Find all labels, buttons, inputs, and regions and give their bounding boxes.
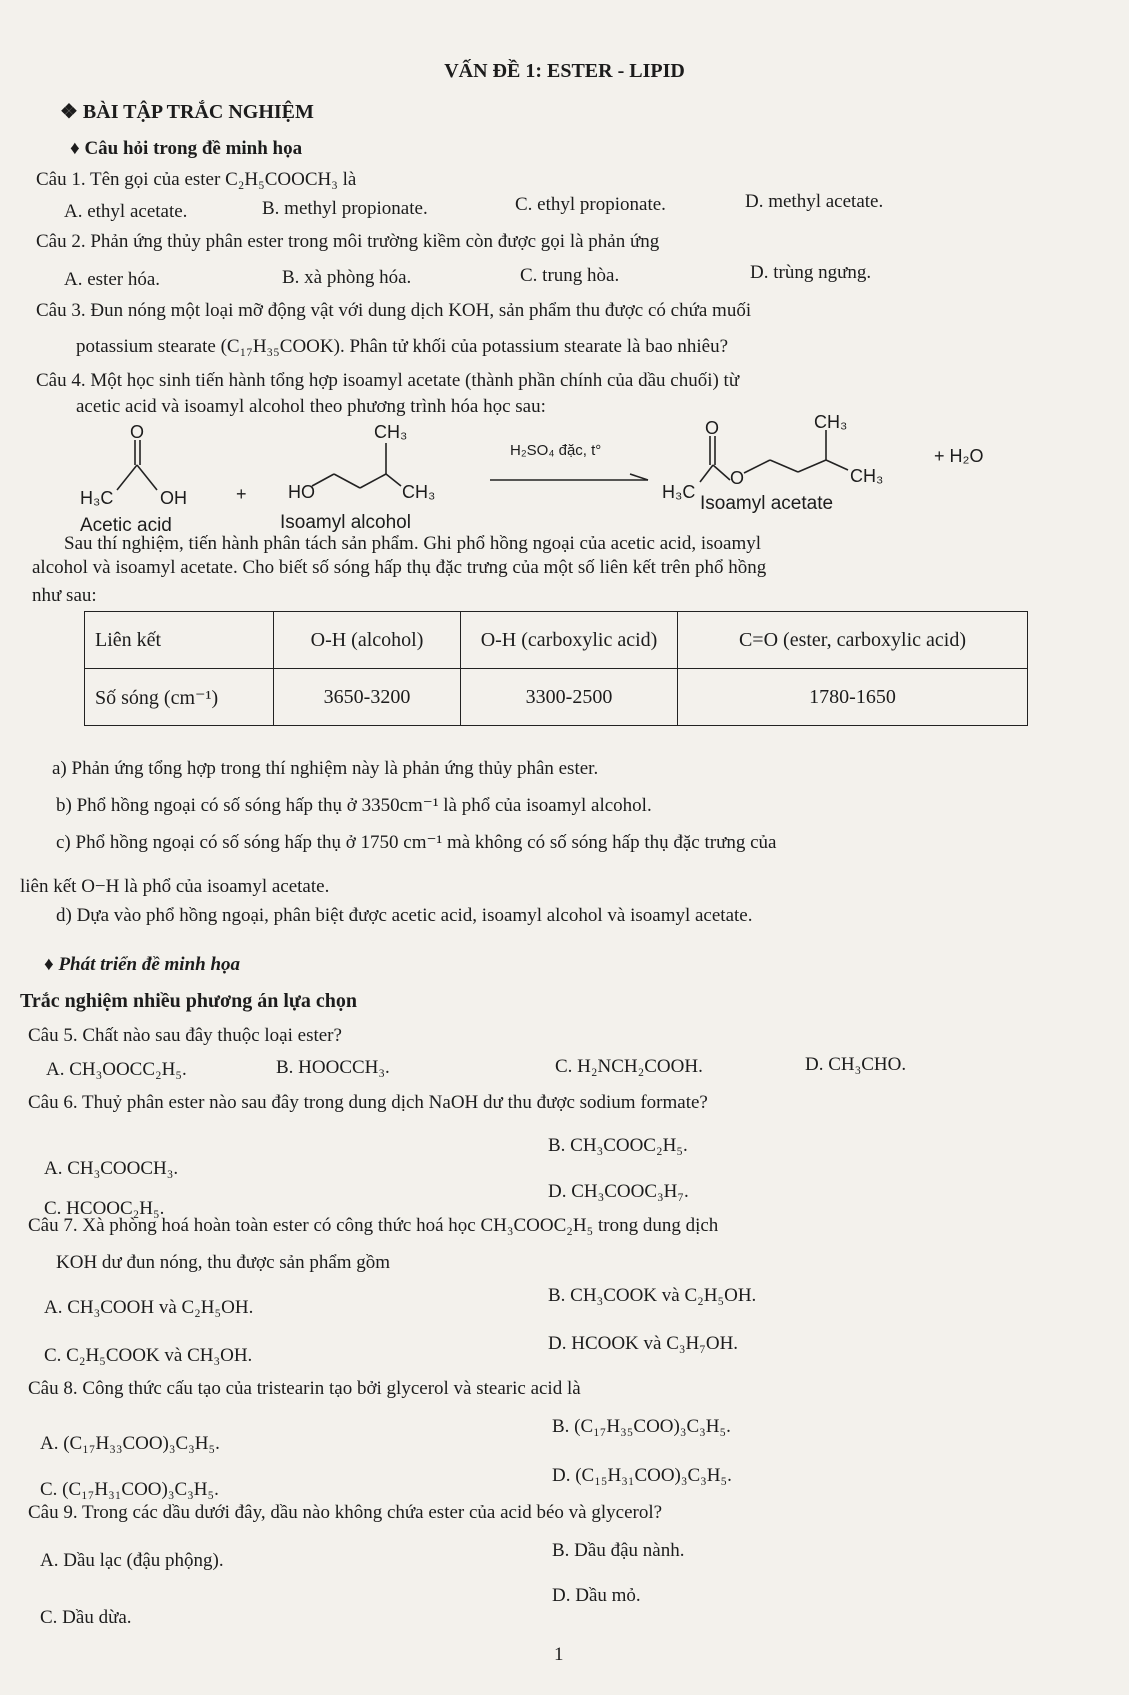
statement-c-line-2: liên kết O−H là phổ của isoamyl acetate.	[20, 876, 330, 897]
question-5-stem: Câu 5. Chất nào sau đây thuộc loại ester?	[28, 1025, 342, 1046]
q9-option-c: C. Dầu dừa.	[40, 1607, 132, 1628]
q6-option-b: B. CH₃COOC₂H₅.	[548, 1135, 688, 1156]
acetic-H3C: H₃C	[80, 488, 114, 508]
question-7-line-1: Câu 7. Xà phòng hoá hoàn toàn ester có công thức hoá học CH₃COOC₂H₅ trong dung dịch	[28, 1215, 719, 1236]
table-row-label: Số sóng (cm⁻¹)	[85, 669, 274, 726]
q8-option-d: D. (C₁₅H₃₁COO)₃C₃H₅.	[552, 1465, 732, 1486]
q9-option-a: A. Dầu lạc (đậu phộng).	[40, 1550, 224, 1571]
acetic-bond-1	[117, 465, 137, 490]
acetic-bond-2	[137, 465, 157, 490]
acetic-O: O	[130, 422, 145, 442]
alcohol-bond-2	[334, 474, 360, 488]
acetic-OH: OH	[160, 488, 187, 508]
question-9-stem: Câu 9. Trong các dầu dưới đây, dầu nào không chứa ester của acid béo và glycerol?	[28, 1502, 663, 1523]
section-heading: ❖ BÀI TẬP TRẮC NGHIỆM	[60, 101, 314, 123]
acetate-O-carbonyl: O	[705, 418, 720, 438]
water-product: + H₂O	[934, 446, 984, 466]
table-row	[85, 669, 1028, 726]
q5-option-a: A. CH₃OOCC₂H₅.	[46, 1059, 187, 1080]
acetate-bond-3	[744, 460, 770, 473]
acetate-bond-6	[826, 460, 848, 470]
statement-b: b) Phổ hồng ngoại có số sóng hấp thụ ở 3350cm⁻¹ là phổ của isoamyl alcohol.	[56, 795, 652, 816]
q6-option-d: D. CH₃COOC₃H₇.	[548, 1181, 689, 1202]
subsection-heading: Trắc nghiệm nhiều phương án lựa chọn	[20, 990, 358, 1012]
q7-option-b: B. CH₃COOK và C₂H₅OH.	[548, 1285, 757, 1306]
q9-option-b: B. Dầu đậu nành.	[552, 1540, 685, 1561]
q2-option-c: C. trung hòa.	[520, 265, 620, 286]
q5-option-c: C. H₂NCH₂COOH.	[555, 1056, 703, 1077]
question-8-stem: Câu 8. Công thức cấu tạo của tristearin tạo bởi glycerol và stearic acid là	[28, 1378, 581, 1399]
statement-c-line-1: c) Phổ hồng ngoại có số sóng hấp thụ ở 1750 cm⁻¹ mà không có số sóng hấp thụ đặc trưng của	[56, 832, 777, 853]
acetate-bond-1	[700, 465, 713, 482]
q7-option-c: C. C₂H₅COOK và CH₃OH.	[44, 1345, 253, 1366]
subsection-heading: ♦ Câu hỏi trong đề minh họa	[70, 138, 303, 159]
q1-option-d: D. methyl acetate.	[745, 191, 884, 212]
alcohol-HO: HO	[288, 482, 315, 502]
acetate-CH3-right: CH₃	[850, 466, 884, 486]
question-7-line-2: KOH dư đun nóng, thu được sản phẩm gồm	[56, 1252, 391, 1273]
question-3-line-1: Câu 3. Đun nóng một loại mỡ động vật với dung dịch KOH, sản phẩm thu được có chứa muối	[36, 300, 752, 321]
q8-option-b: B. (C₁₇H₃₅COO)₃C₃H₅.	[552, 1416, 731, 1437]
plus-sign: +	[236, 484, 247, 504]
table-cell: 1780-1650	[678, 669, 1028, 726]
q2-option-d: D. trùng ngưng.	[750, 262, 872, 283]
alcohol-bond-1	[312, 474, 334, 486]
q4-paragraph-line-1: Sau thí nghiệm, tiến hành phân tách sản phẩm. Ghi phổ hồng ngoại của acetic acid, isoamyl	[64, 533, 762, 554]
reaction-condition: H₂SO₄ đặc, t°	[510, 442, 602, 459]
acetate-CH3-top: CH₃	[814, 412, 848, 432]
q9-option-d: D. Dầu mỏ.	[552, 1585, 641, 1606]
acetate-bond-5	[798, 460, 826, 472]
ir-wavenumber-table	[84, 611, 1028, 726]
page-title: VẤN ĐỀ 1: ESTER - LIPID	[444, 60, 685, 82]
q7-option-d: D. HCOOK và C₃H₇OH.	[548, 1333, 739, 1354]
page-number: 1	[554, 1644, 564, 1665]
q7-option-a: A. CH₃COOH và C₂H₅OH.	[44, 1297, 254, 1318]
q8-option-c: C. (C₁₇H₃₁COO)₃C₃H₅.	[40, 1479, 219, 1500]
table-header-cell: C=O (ester, carboxylic acid)	[678, 612, 1028, 669]
q4-paragraph-line-3: như sau:	[32, 585, 97, 606]
statement-a: a) Phản ứng tổng hợp trong thí nghiệm này là phản ứng thủy phân ester.	[52, 758, 599, 779]
q8-option-a: A. (C₁₇H₃₃COO)₃C₃H₅.	[40, 1433, 220, 1454]
q4-paragraph-line-2: alcohol và isoamyl acetate. Cho biết số sóng hấp thụ đặc trưng của một số liên kết trên phổ hồng	[32, 557, 767, 578]
alcohol-bond-4	[386, 474, 401, 486]
subsection-heading: ♦ Phát triển đề minh họa	[44, 954, 241, 975]
table-header-cell: Liên kết	[85, 612, 274, 669]
question-3-line-2: potassium stearate (C₁₇H₃₅COOK). Phân tử khối của potassium stearate là bao nhiêu?	[76, 336, 729, 357]
question-4-line-1: Câu 4. Một học sinh tiến hành tổng hợp isoamyl acetate (thành phần chính của dầu chuối) từ	[36, 370, 740, 391]
table-cell: 3300-2500	[461, 669, 678, 726]
table-cell: 3650-3200	[274, 669, 461, 726]
q5-option-d: D. CH₃CHO.	[805, 1054, 907, 1075]
question-2-stem: Câu 2. Phản ứng thủy phân ester trong môi trường kiềm còn được gọi là phản ứng	[36, 231, 660, 252]
acetate-bond-4	[770, 460, 798, 472]
q5-option-b: B. HOOCCH₃.	[276, 1057, 390, 1078]
question-4-line-2: acetic acid và isoamyl alcohol theo phương trình hóa học sau:	[76, 396, 546, 417]
q6-option-a: A. CH₃COOCH₃.	[44, 1158, 179, 1179]
table-row	[85, 612, 1028, 669]
table-header-cell: O-H (alcohol)	[274, 612, 461, 669]
acetate-H3C: H₃C	[662, 482, 696, 502]
question-6-stem: Câu 6. Thuỷ phân ester nào sau đây trong dung dịch NaOH dư thu được sodium formate?	[28, 1092, 708, 1113]
question-1-stem: Câu 1. Tên gọi của ester C₂H₅COOCH₃ là	[36, 169, 357, 190]
alcohol-CH3-right: CH₃	[402, 482, 436, 502]
acetate-O-ester: O	[730, 468, 745, 488]
alcohol-bond-3	[360, 474, 386, 488]
acetic-acid-label: Acetic acid	[80, 515, 172, 536]
q1-option-a: A. ethyl acetate.	[64, 201, 188, 222]
q2-option-b: B. xà phòng hóa.	[282, 267, 412, 288]
alcohol-CH3-top: CH₃	[374, 422, 408, 442]
q1-option-b: B. methyl propionate.	[262, 198, 428, 219]
reaction-arrow-head	[630, 474, 648, 480]
isoamyl-acetate-label: Isoamyl acetate	[700, 493, 834, 514]
q1-option-c: C. ethyl propionate.	[515, 194, 666, 215]
q2-option-a: A. ester hóa.	[64, 269, 161, 290]
isoamyl-alcohol-label: Isoamyl alcohol	[280, 512, 411, 533]
statement-d: d) Dựa vào phổ hồng ngoại, phân biệt được acetic acid, isoamyl alcohol và isoamyl acetate.	[56, 905, 753, 926]
table-header-cell: O-H (carboxylic acid)	[461, 612, 678, 669]
q6-option-c: C. HCOOC₂H₅.	[44, 1198, 165, 1219]
acetate-bond-2	[713, 465, 730, 480]
